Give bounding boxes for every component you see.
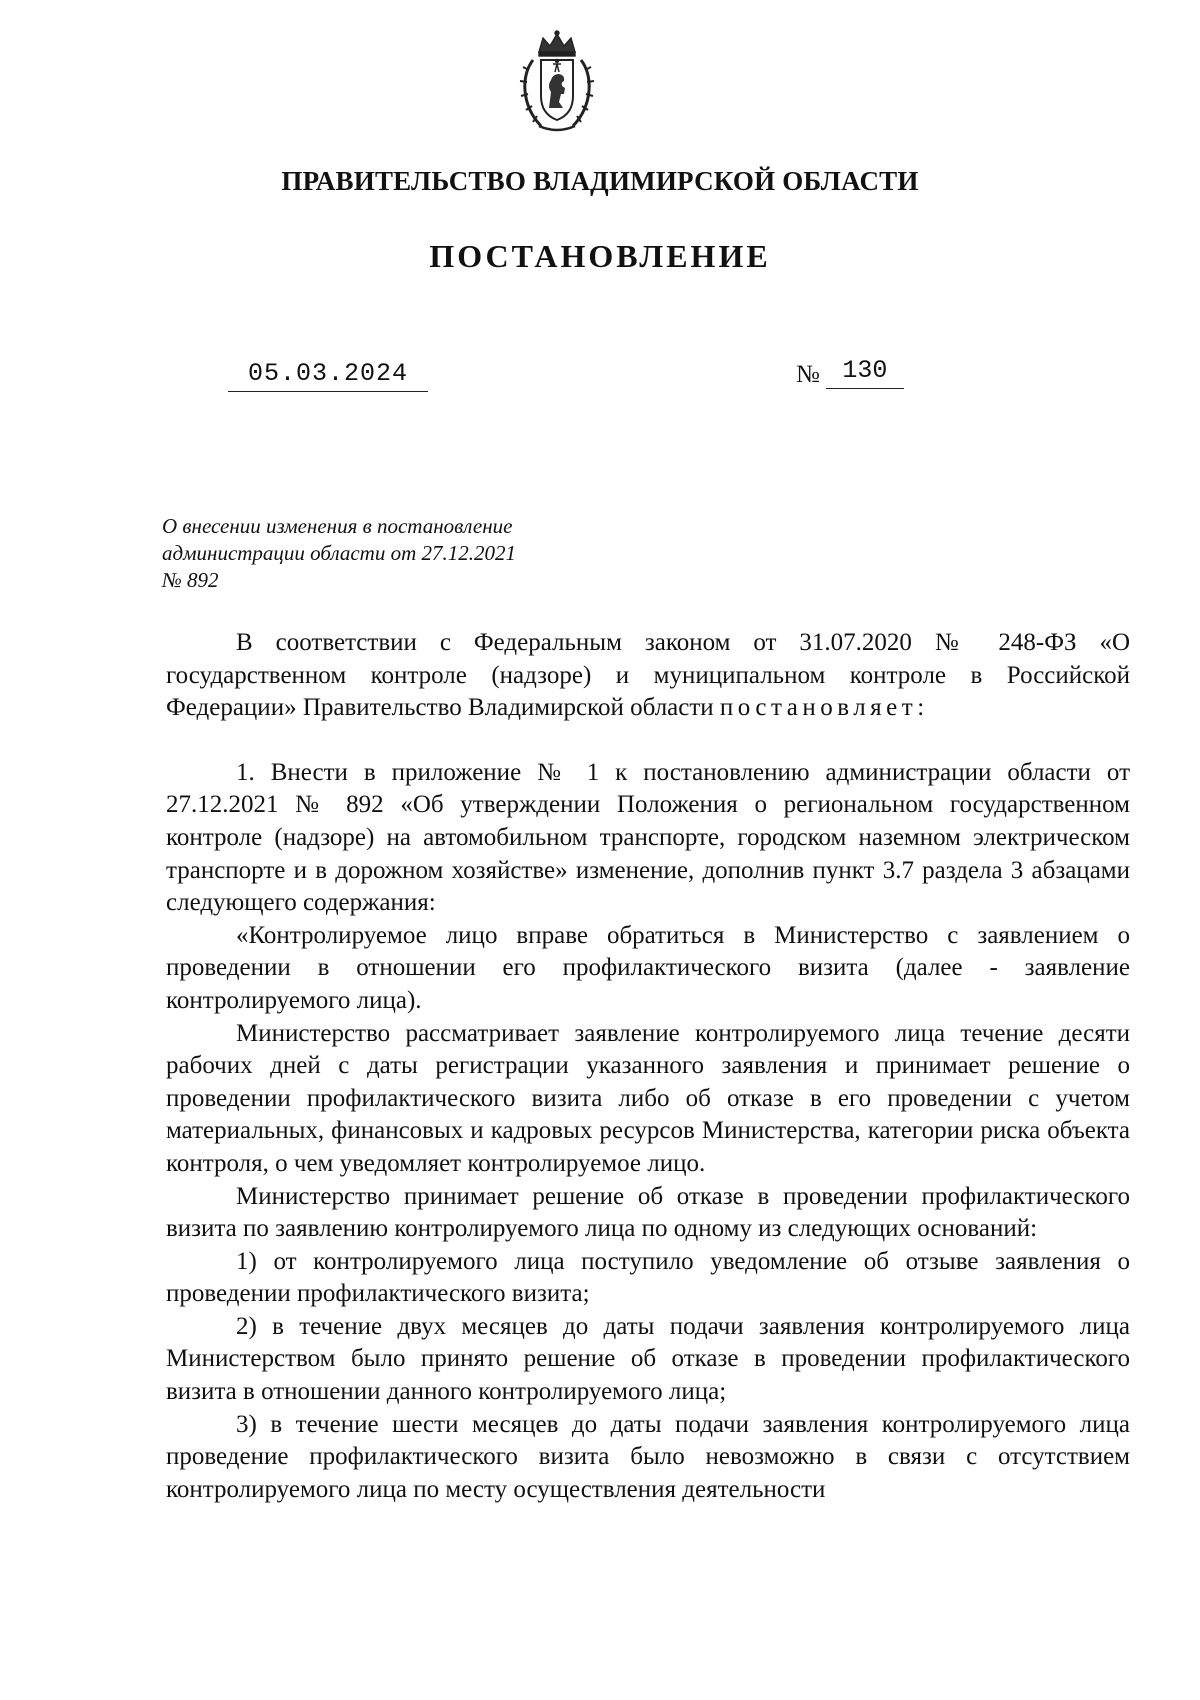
document-number: 130 (826, 356, 904, 389)
preamble-paragraph (166, 627, 1130, 725)
subject-line: администрации области от 27.12.2021 (162, 541, 517, 565)
document-date: 05.03.2024 (228, 359, 428, 392)
vladimir-region-coat-of-arms-icon (517, 30, 597, 135)
document-subject (162, 513, 602, 594)
number-sign: № (796, 361, 820, 388)
document-body (166, 627, 1130, 1506)
subject-line: № 892 (162, 568, 219, 592)
clause-paragraph: «Контролируемое лицо вправе обратиться в Министерство с заявлением о проведении в отношении его профилактического визита (далее - заявление контролируемого лица). (166, 921, 1130, 1014)
subject-line: О внесении изменения в постановление (162, 514, 513, 538)
clause-paragraph: 1. Внести в приложение № 1 к постановлению администрации области от 27.12.2021 № 892 «Об утверждении Положения о региональном государственном контроле (надзоре) на автомобильном транспорте, городском наземном электрическом транспорте и в дорожном хозяйстве» изменение, дополнив пункт 3.7 раздела 3 абзацами следующего содержания: (166, 758, 1130, 917)
document-type-heading: ПОСТАНОВЛЕНИЕ (429, 238, 771, 274)
clause-paragraph: Министерство принимает решение об отказе в проведении профилактического визита по заявлению контролируемого лица по одному из следующих оснований: (166, 1182, 1130, 1243)
clause-paragraph: Министерство рассматривает заявление контролируемого лица течение десяти рабочих дней с даты регистрации указанного заявления и принимает решение о проведении профилактического визита либо об отказе в его проведении с учетом материальных, финансовых и кадровых ресурсов Министерства, категории риска объекта контроля, о чем уведомляет контролируемое лицо. (166, 1019, 1130, 1177)
organization-title: ПРАВИТЕЛЬСТВО ВЛАДИМИРСКОЙ ОБЛАСТИ (281, 166, 919, 196)
list-item-paragraph: 1) от контролируемого лица поступило уведомление об отзыве заявления о проведении профилактического визита; (166, 1247, 1130, 1308)
list-item-paragraph: 3) в течение шести месяцев до даты подачи заявления контролируемого лица проведение профилактического визита было невозможно в связи с отсутствием контролируемого лица по месту осуществления деятельности (166, 1410, 1130, 1503)
preamble-text: В соответствии с Федеральным законом от 31.07.2020 № 248-ФЗ «О государственном контроле (надзоре) и муниципальном контроле в Российской Федерации» Правительство Владимирской области (166, 629, 1130, 722)
document-number-block (796, 356, 904, 389)
list-item-paragraph: 2) в течение двух месяцев до даты подачи заявления контролируемого лица Министерством было принято решение об отказе в проведении профилактического визита в отношении данного контролируемого лица; (166, 1312, 1130, 1406)
resolves-word: постановляет: (719, 694, 929, 722)
